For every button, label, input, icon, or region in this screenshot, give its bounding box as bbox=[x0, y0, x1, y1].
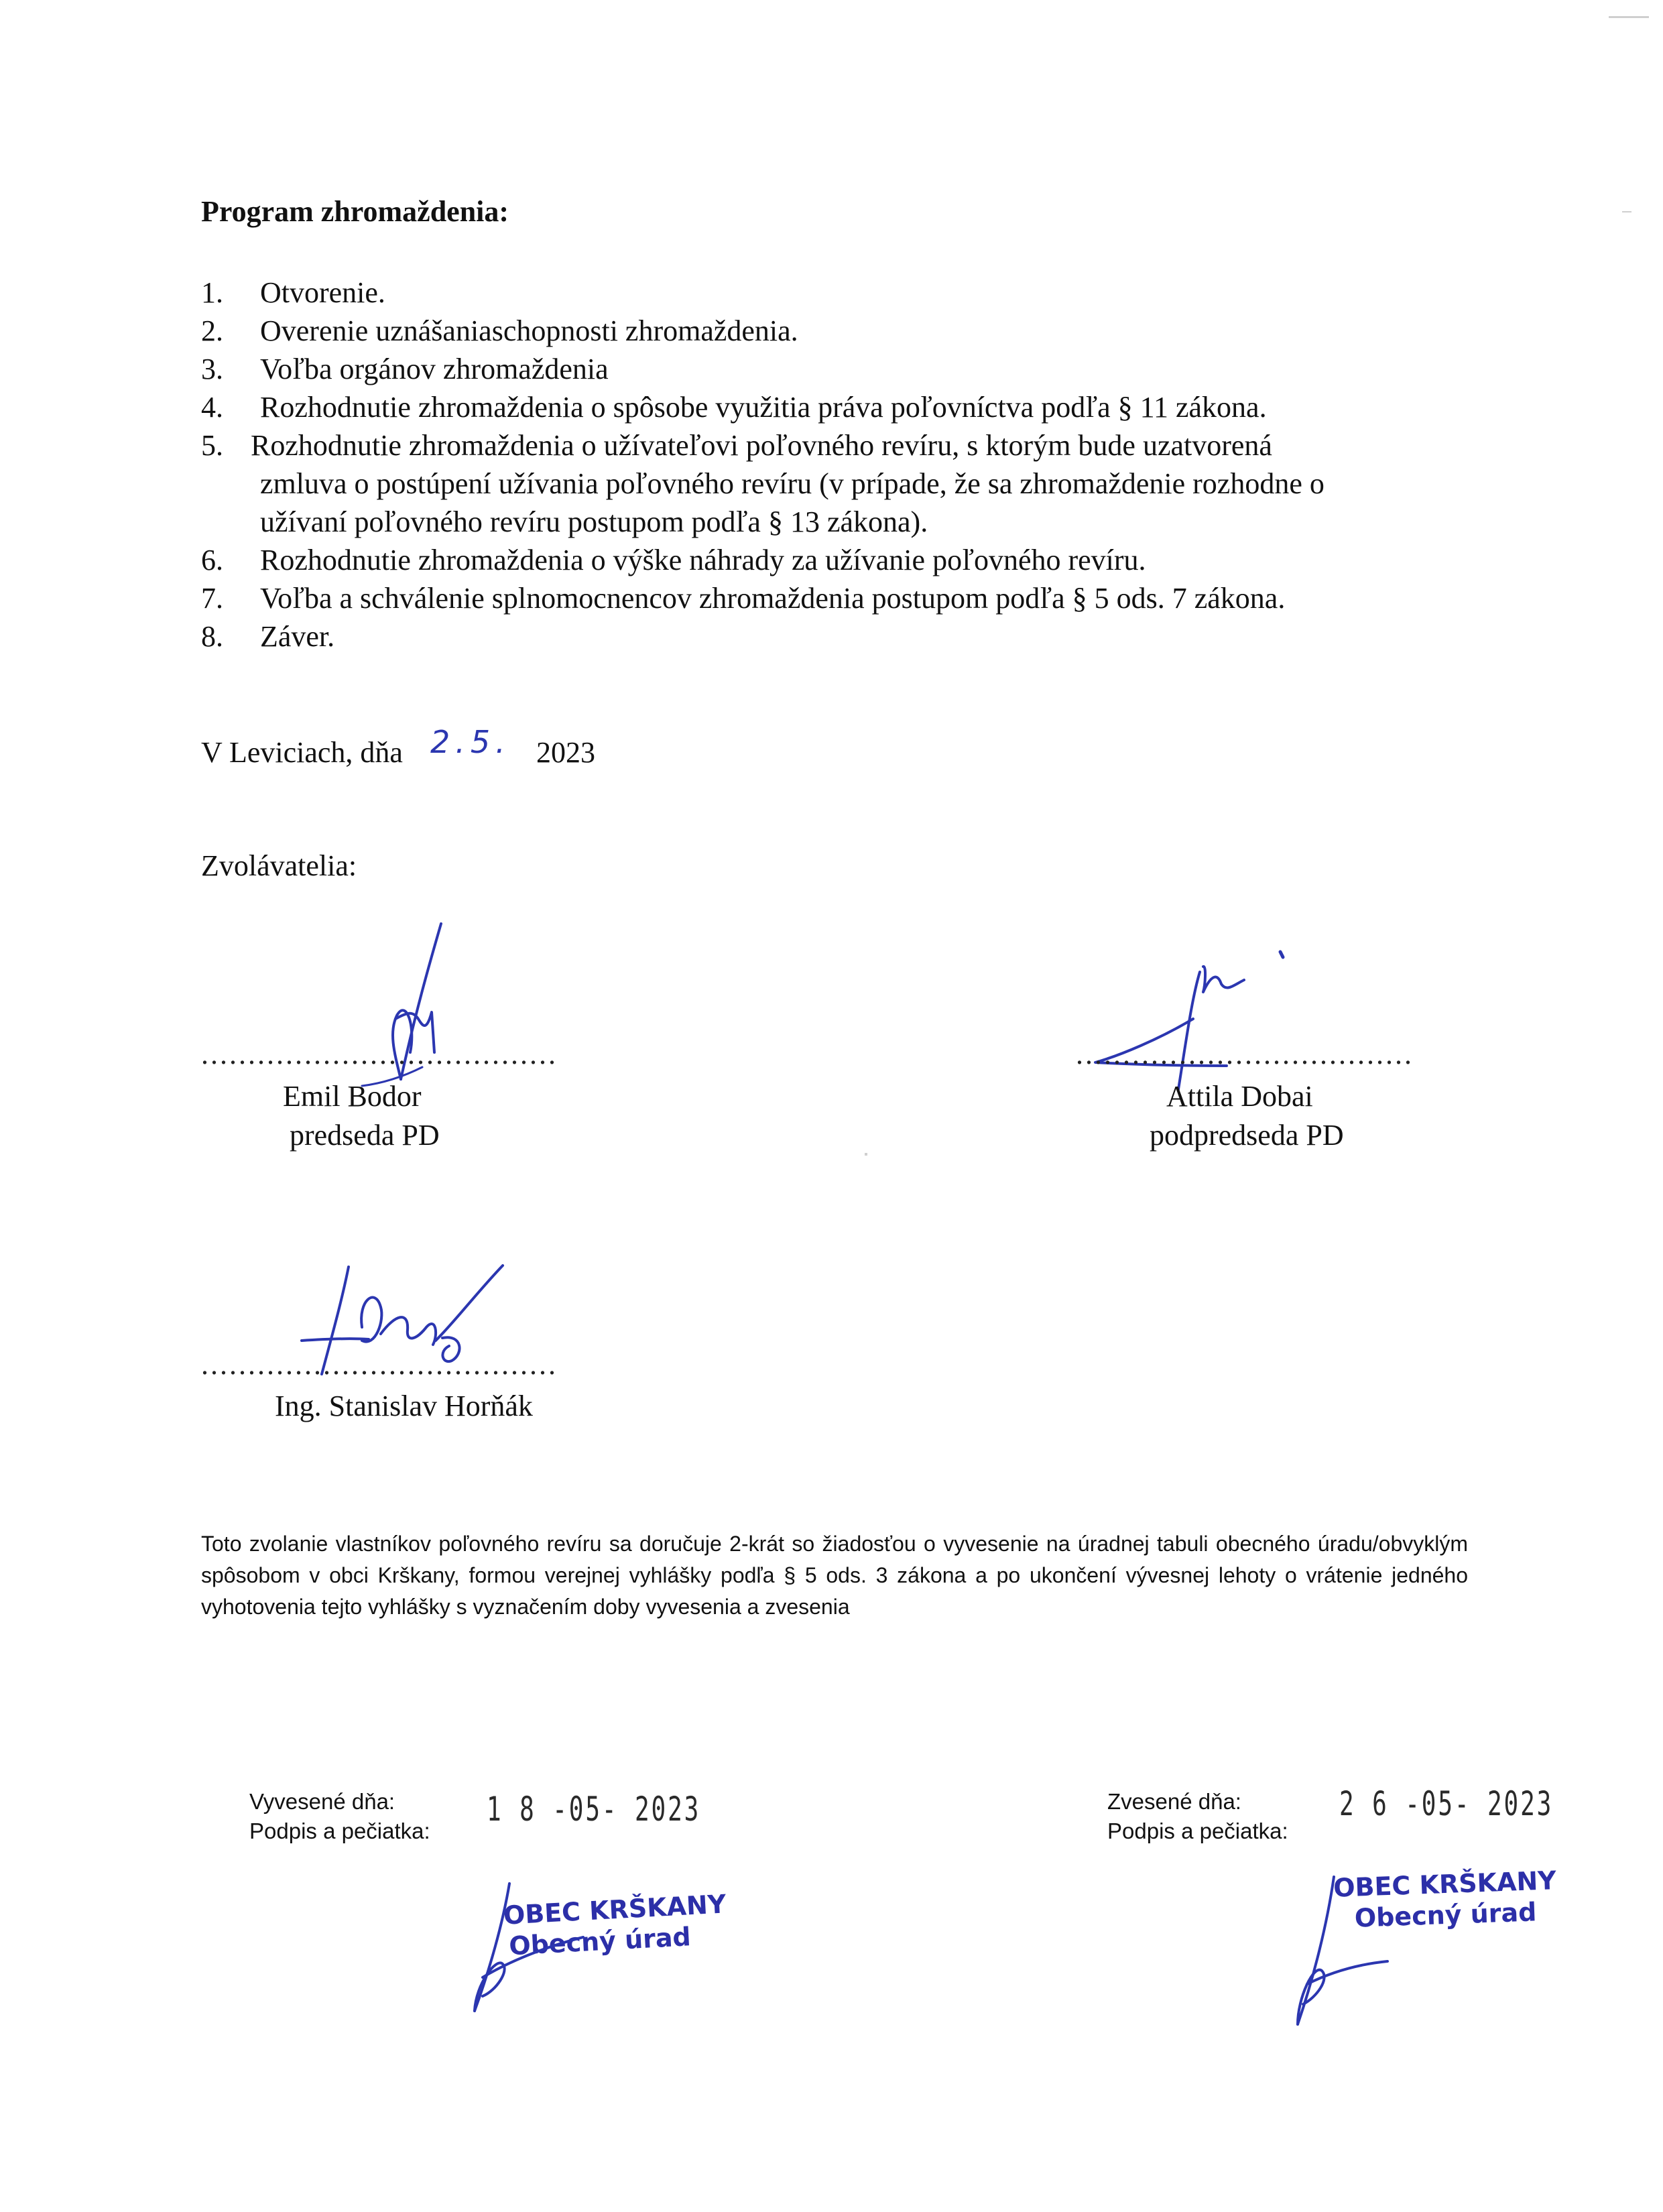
agenda-item bbox=[201, 579, 1508, 617]
agenda-item-continuation: zmluva o postúpení užívania poľovného revíru (v prípade, že sa zhromaždenie rozhodne o bbox=[260, 467, 1325, 500]
removed-label: Zvesené dňa: bbox=[1107, 1789, 1241, 1814]
program-heading: Program zhromaždenia: bbox=[201, 195, 509, 228]
clerk-signature-left-icon bbox=[456, 1877, 603, 2024]
removed-sign-label: Podpis a pečiatka: bbox=[1107, 1819, 1288, 1843]
agenda-item bbox=[201, 388, 1508, 426]
agenda-item-text: Záver. bbox=[260, 620, 335, 653]
signer-name-bodor: Emil Bodor bbox=[283, 1080, 422, 1113]
agenda-item bbox=[201, 312, 1508, 350]
stamp-line-office: Obecný úrad bbox=[1354, 1897, 1537, 1933]
agenda-item-number: 1. bbox=[201, 276, 223, 309]
agenda-item-number: 5. bbox=[201, 429, 223, 462]
clerk-signature-right-icon bbox=[1260, 1863, 1408, 2038]
agenda-item bbox=[201, 426, 1508, 541]
agenda-item-text: Voľba a schválenie splnomocnencov zhromaždenia postupom podľa § 5 ods. 7 zákona. bbox=[260, 582, 1286, 615]
signer-role-bodor: predseda PD bbox=[290, 1119, 440, 1152]
place-date-year: 2023 bbox=[536, 736, 595, 769]
agenda-item-number: 8. bbox=[201, 620, 223, 653]
removed-date-stamp: 2 6 -05- 2023 bbox=[1339, 1784, 1554, 1823]
stamp-line-office: Obecný úrad bbox=[508, 1922, 692, 1961]
agenda-item bbox=[201, 273, 1508, 312]
scan-mark bbox=[1622, 211, 1631, 212]
signature-line-right: .................................... bbox=[1076, 1038, 1414, 1070]
agenda-item-text: Rozhodnutie zhromaždenia o spôsobe využitia práva poľovníctva podľa § 11 zákona. bbox=[260, 391, 1267, 424]
posted-sign-label: Podpis a pečiatka: bbox=[249, 1819, 430, 1843]
handwritten-date: 2.5. bbox=[430, 724, 511, 760]
agenda-item-number: 3. bbox=[201, 353, 223, 385]
agenda-item bbox=[201, 617, 1508, 656]
signature-line-left: ...................................... bbox=[201, 1038, 558, 1070]
signer-role-dobai: podpredseda PD bbox=[1150, 1119, 1344, 1152]
posted-date-stamp: 1 8 -05- 2023 bbox=[487, 1790, 701, 1829]
scan-mark bbox=[1609, 16, 1649, 18]
agenda-item-number: 6. bbox=[201, 544, 223, 576]
agenda-item-text: Rozhodnutie zhromaždenia o výške náhrady za užívanie poľovného revíru. bbox=[260, 544, 1146, 576]
agenda-item-text: Rozhodnutie zhromaždenia o užívateľovi poľovného revíru, s ktorým bude uzatvorená bbox=[251, 429, 1272, 462]
signature-line-third: ...................................... bbox=[201, 1348, 558, 1381]
agenda-item-number: 4. bbox=[201, 391, 223, 424]
agenda-item-text: Overenie uznášaniaschopnosti zhromaždenia. bbox=[260, 314, 798, 347]
place-date-prefix: V Leviciach, dňa bbox=[201, 736, 403, 769]
conveners-label: Zvolávatelia: bbox=[201, 849, 357, 882]
agenda-item bbox=[201, 350, 1508, 388]
agenda-item-text: Voľba orgánov zhromaždenia bbox=[260, 353, 609, 385]
stamp-line-municipality: OBEC KRŠKANY bbox=[1333, 1865, 1557, 1903]
agenda-item-continuation: užívaní poľovného revíru postupom podľa § 13 zákona). bbox=[260, 505, 928, 538]
signer-name-dobai: Attila Dobai bbox=[1166, 1080, 1313, 1113]
agenda-list bbox=[201, 273, 1508, 656]
stamp-line-municipality: OBEC KRŠKANY bbox=[502, 1889, 727, 1930]
scan-mark bbox=[865, 1153, 867, 1156]
delivery-notice: Toto zvolanie vlastníkov poľovného revíru sa doručuje 2-krát so žiadosťou o vyvesenie na úradnej tabuli obecného úradu/obvyklým spôsobom v obci Krškany, formou verejnej vyhlášky podľa § 5 ods. 3 zákona a po ukončení vývesnej lehoty o vrátenie jedného vyhotovenia tejto vyhlášky s vyznačením doby vyvesenia a zvesenia bbox=[201, 1532, 1468, 1619]
agenda-item-number: 2. bbox=[201, 314, 223, 347]
agenda-item bbox=[201, 541, 1508, 579]
posted-label: Vyvesené dňa: bbox=[249, 1789, 395, 1814]
agenda-item-number: 7. bbox=[201, 582, 223, 615]
agenda-item-text: Otvorenie. bbox=[260, 276, 385, 309]
signer-name-hornak: Ing. Stanislav Horňák bbox=[275, 1390, 533, 1422]
